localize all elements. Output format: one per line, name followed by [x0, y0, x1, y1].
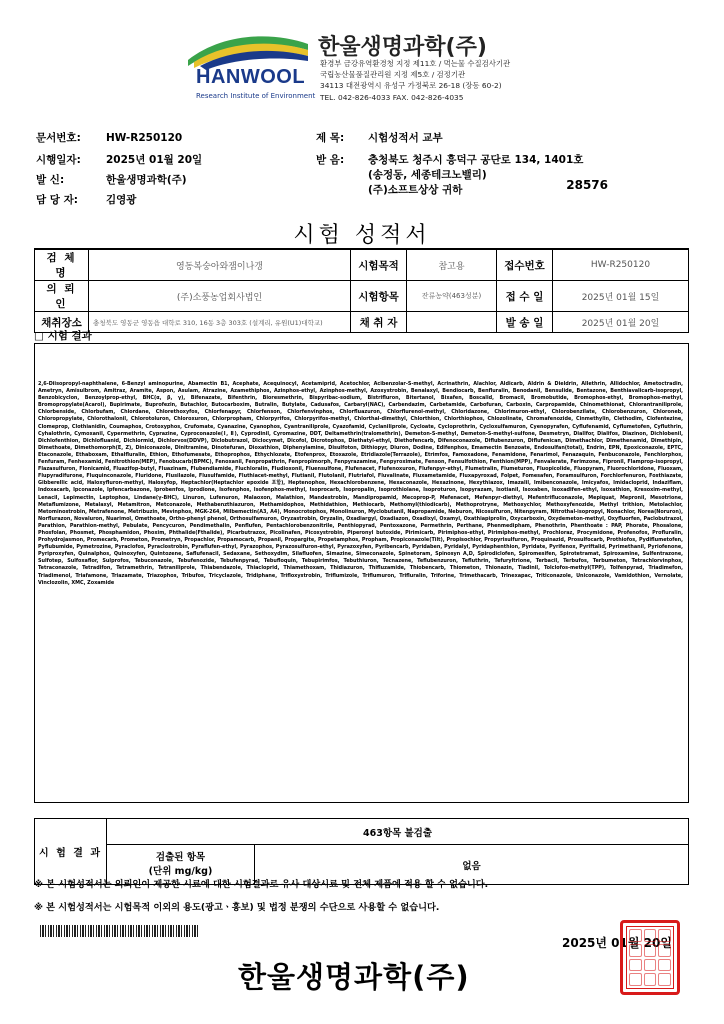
document-serial-number: 28576: [566, 178, 608, 192]
results-table: [34, 818, 689, 885]
signature-name: 한울생명과학(주): [238, 960, 470, 994]
sampler-label: 채 취 자: [351, 312, 407, 333]
receiver-line: (주)소프트상상 귀하: [368, 184, 463, 196]
receipt-number-label: 접수번호: [497, 249, 553, 281]
sample-name-label: 검 체 명: [35, 249, 89, 281]
client-value: (주)소풍농업회사법인: [89, 281, 351, 312]
table-row: [35, 281, 689, 312]
logo-subtitle: Research Institute of Environment: [196, 92, 316, 100]
detected-items-unit: (단위 mg/kg): [148, 865, 213, 877]
table-row: [35, 312, 689, 333]
subject-value: 시험성적서 교부: [368, 132, 443, 144]
sender-label: 발 신:: [36, 174, 65, 186]
manager-label: 담 당 자:: [36, 194, 78, 206]
org-info-line: 국립농산물품질관리원 지정 제5호 / 검정기관: [320, 70, 466, 80]
send-date-label: 발 송 일: [497, 312, 553, 333]
test-purpose-value: 참고용: [407, 249, 497, 281]
receipt-number-value: HW-R250120: [553, 249, 689, 281]
date-label: 시행일자:: [36, 154, 81, 166]
official-seal-icon: [620, 920, 680, 995]
meta-sender: [36, 172, 187, 187]
page-title: 시험 성적서: [293, 223, 431, 248]
meta-doc-number: [36, 130, 182, 145]
sample-name-value: 영동복숭아와잼이나갱: [89, 249, 351, 281]
table-row: [35, 249, 689, 281]
results-summary: 463항목 불검출: [107, 819, 689, 845]
receiver-label: 받 음:: [316, 154, 345, 166]
sample-info-table: [34, 248, 689, 333]
org-info-line: 34113 대전광역시 유성구 가정북로 26-18 (장동 60-2): [320, 81, 502, 91]
disclaimer-note: ※ 본 시험성적서는 의뢰인이 제공한 시료에 대한 시험결과로 유사 대상시료 및 전체 제품에 적용 할 수 없습니다.: [34, 879, 489, 890]
manager-value: 김영광: [106, 194, 137, 206]
send-date-value: 2025년 01월 20일: [553, 312, 689, 333]
barcode: [40, 925, 200, 937]
detected-items-value: 없음: [255, 845, 689, 885]
section-title-results: □ 시험 결과: [34, 330, 92, 342]
doc-number-label: 문서번호:: [36, 132, 81, 144]
detected-items-label-line: 검출된 항목: [155, 851, 206, 863]
disclaimer-note: ※ 본 시험성적서는 시험목적 이외의 용도(광고ㆍ홍보) 및 법정 분쟁의 수단으로 사용할 수 없습니다.: [34, 902, 440, 913]
doc-number-value: HW-R250120: [106, 132, 183, 144]
logo-wordmark: HANWOOL: [196, 66, 306, 88]
test-purpose-label: 시험목적: [351, 249, 407, 281]
receipt-date-label: 접 수 일: [497, 281, 553, 312]
sampling-place-value: 충청북도 영동군 영동읍 대학로 310, 16동 3층 303호 (설계리, 유원(U1)대학교): [89, 312, 351, 333]
test-item-value: 잔류농약(463성분): [407, 281, 497, 312]
sender-value: 한울생명과학(주): [106, 174, 187, 186]
table-row: [35, 819, 689, 845]
client-label: 의 뢰 인: [35, 281, 89, 312]
meta-manager: [36, 192, 136, 207]
organization-info: [320, 58, 510, 103]
org-info-line: 환경부 금강유역환경청 지정 제11호 / 먹는물 수질검사기관: [320, 59, 511, 68]
test-item-label: 시험항목: [351, 281, 407, 312]
compound-list-text: 2,6-Diisopropyl-naphthalene, 6-Benzyl aminopurine, Abamectin B1, Acephate, Acequinocyl, Acetamiprid, Acetochlor, Acibenzolar-S-methyl, Acrinathrin, Alachlor, Aldicarb, Aldrin & Dieldrin, Allethrin, Allidochlor, Ametoctradin, Ametryn, Amisulbrom, Amitraz, Aramite, Aspon, Asulam, Atrazine, Azamethiphos, Azinphos-ethyl, Azinphos-methyl, Azoxystrobin, Benalaxyl, Bendiocarb, Benfluralin, Benodanil, Bensulide, Bentazone, Benthiavalicarb-isopropyl, Benzobicyclon, Benzoylprop-ethyl, BHC(α, β, γ), Bifenazate, Bifenthrin, Bioresmethrin, Bispyribac-sodium, Bistrifluron, Bitertanol, Bixafen, Boscalid, Bromacil, Bromobutide, Bromophos-ethyl, Bromophos-methyl, Bromopropylate(Acarol), Bupirimate, Buprofezin, Butachlor, Butocarboxim, Butralin, Butylate, Cadusafos, Carbaryl(NAC), Carbendazim, Carbetamide, Carbofuran, Carboxin, Carpropamide, Chinomethionat, Chlorantraniliprole, Chlorbenside, Chlorbufam, Chlordane, Chlorethoxyfos, Chlorfenapyr, Chlorfenson, Chlorfenvinphos, Chlorfluazuron, Chlorflurenol-methyl, Chloridazone, Chlorimuron-ethyl, Chlorobenzilate, Chlorobenzuron, Chloroneb, Chloropropylate, Chlorothalonil, Chlorotoluron, Chloroxuron, Chlorpropham, Chlorpyrifos, Chlorpyrifos-methyl, Chlorthal-dimethyl, Chlorthion, Chlorthiophos, Chlozolinate, Chromafenozide, Cinmethylin, Clethodim, Clofentezine, Clomeprop, Clothianidin, Coumaphos, Crotoxyphos, Crufomate, Cyanazine, Cyanophos, Cyantraniliprole, Cyazofamid, Cyclaniliprole, Cycloate, Cycloprothrin, Cycloxulfamuron, Cyenopyrafen, Cyflufenamid, Cyflumetofen, Cyfluthrin, Cyhalothrin, Cymoxanil, Cypermethrin, Cyprazine, Cyproconazole(Ⅰ, Ⅱ), Cyprodinil, Cyromazine, DDT, Deltamethrin(tralomethrin), Demeton-S-methyl, Demeton-S-methyl-sulfone, Desmetryn, Diallfor, Dialifos, Diazinon, Dichlobenil, Dichlofenthion, Dichlofluanid, Dichlormid, Dichlorvos(DDVP), Diclobutrazol, Diclocymet, Dicofol, Dicrotophos, Diethatyl-ethyl, Diethofencarb, Difenoconazole, Diflubenzuron, Diflufenican, Dimethachlor, Dimethenamid, Dimethipin, Dimethoate, Dimethomorph(E, Z), Diniconazole, Dinitramine, Dinotefuran, Dioxathion, Diphenylamine, Disulfoton, Dithiopyr, Diuron, Dodine, Edifenphos, Emamectin Benzoate, Endosulfan(total), Endrin, EPN, Epoxiconazole, EPTC, Etaconazole, Ethaboxam, Ethalfluralin, Ethion, Ethofumesate, Ethoprophos, Ethychlozate, Etofenprox, Etoxazole, Etridiazole(Terrazole), Etrimfos, Famoxadone, Fenamidone, Fenarimol, Fenazaquin, Fenbuconazole, Fenchlorphos, Fenfuram, Fenhexamid, Fenitrothion(MEP), Fenobucarb(BPMC), Fenoxanil, Fenpropathrin, Fenpropimorph, Fenpyrazamine, Fenpyroximate, Fenson, Fensulfothion, Fenthion(MPP), Fenvalerate, Ferimzone, Fipronil, Flamprop-isopropyl, Flazasulfuron, Flonicamid, Fluazifop-butyl, Fluazinam, Flubendiamide, Fluchloralin, Fludioxonil, Fluensulfone, Flufenacet, Flufenoxuron, Flufenpyr-ethyl, Flumetralin, Flumeturon, Fluopicolide, Fluopyram, Fluorochloridone, Fluoxam, Flupyradifurone, Fluquinconazole, Fluridone, Flusilazole, Flusulfamide, Fluthiacet-methyl, Flutianil, Flutolanil, Flutriafol, Fluvalinate, Fluxametamide, Fluxapyroxad, Folpet, Fomesafen, Foramsulfuron, Forchlorfenuron, Fosthiazate, Gibberellic acid, Haloxyfluron-methyl, Haloxyfop, Heptachlor(Heptachlor epoxide 포함), Heptenophos, Hexachlorobenzene, Hexaconazole, Hexazinone, Hexythiazox, Imazalil, Imibenconazole, Imicyafos, Imidacloprid, Indaziflam, Indoxacarb, Ipconazole, Ipfencarbazone, Iprobenfos, Iprodione, Isofenphos, Isofenphos-methyl, Isoprocarb, Isopropalin, Isoprothiolane, Isoproturon, Isopyrazam, Isotianil, Isoxaben, Isoxadifen-ethyl, Isoxathion, Kresoxim-methyl, Lenacil, Lepimectin, Leptophos, Lindane(γ-BHC), Linuron, Lufenuron, Malaoxon, Malathion, Mandestrobin, Mandipropamid, Mecoprop-P, Mefenacet, Mefenpyr-diethyl, Mefentrifluconazole, Mepiquat, Mepronil, Mesotrione, Metaflumizone, Metalaxyl, Metamitron, Metconazole, Methabenzthiazuron, Methamidophos, Methidathion, Methiocarb, Methomyl(thiodicarb), Methoprotryne, Methoxychlor, Methoxyfenozide, Methyl trithion, Metolachlor, Metominostrobin, Metrafenone, Metribuzin, Mevinphos, MGK-264, Milbemectin(A3, A4), Monocrotophos, Monolinuron, Myclobutanil, Napropamide, Neburon, Nicosulfuron, Nitenpyram, Nitrothal-isopropyl, Nonachlor, Norea(Noruron), Norflurazon, Novaluron, Nuarimol, Omethoate, Ortho-phenyl phenol, Orthosulfamuron, Oryzastrobin, Oryzalin, Oxadiargyl, Oxadiazon, Oxadixyl, Oxamyl, Oxathiapiprolin, Oxycarboxin, Oxydemeton-methyl, Oxyfluorfen, Paclobutrazol, Parathion, Parathion-methyl, Pebulate, Pencycuron, Pendimethalin, Penflufen, Pentachlorobenzonitrile, Penthiopyrad, Pentoxazone, Permethrin, Perthane, Phenmedipham, Phenothrin, Phenthoate : PAP, Phorate, Phosalone, Phosfolan, Phosmet, Phosphamidon, Phoxim, Phthalide(Fthalide), Picarbutrazox, Picolinafen, Picoxystrobin, Piperonyl butoxide, Pirimicarb, Pirimiphos-ethyl, Pirimiphos-methyl, Prochloraz, Procymidone, Profenofos, Profluralin, Prohydrojasmon, Promecarb, Prometon, Prometryn, Propachlor, Propamocarb, Propanil, Propargite, Propetamphos, Propham, Propiconazole(Tilt), Propisochlor, Propyrisulfuron, Proquinazid, Prosulfocarb, Prothiofos, Pydiflumetofen, Pyflubumide, Pymetrozine, Pyraclofos, Pyraclostrobin, Pyraflufen-ethyl, Pyrazophos, Pyrazosulfuron-ethyl, Pyrazoxyfen, Pyribencarb, Pyridaben, Pyridalyl, Pyridaphenthion, Pyridate, Pyrifenox, Pyriftalid, Pyrimethanil, Pyriofenone, Pyriproxyfen, Quinalphos, Quinoxyfen, Quintozene, Saflufenacil, Sedaxane, Sethoxydim, Silafluofen, Simazine, Simeconazole, Spinetoram, Spinosyn A,D, Spirodiclofen, Spiromesifen, Spirotetramat, Spiroxamine, Sulfentrazone, Sulfotep, Sulfoxaflor, Sulprofos, Tebuconazole, Tebufenozide, Tebufenpyrad, Tebufloquin, Tebupirimfos, Tebuthiuron, Tecnazene, Teflubenzuron, Tefluthrin, Tefuryltrione, Terbacil, Terbufos, Terbumeton, Tetrachlorvinphos, Tetraconazole, Tetradifon, Tetramethrin, Tetraniliprole, Thiabendazole, Thiacloprid, Thiamethoxam, Thidiazuron, Thifluzamide, Thiobencarb, Thiometon, Thionazin, Tiadinil, Tolclofos-methyl(TPP), Tolfenpyrad, Triadimefon, Triadimenol, Triafamone, Triazamate, Triazophos, Tribufos, Tricyclazole, Tridiphane, Trifloxystrobin, Triflumizole, Triflumuron, Trifluralin, Triforine, Trimethacarb, Trinexapac, Triticonazole, Uniconazole, Vamidothion, Vernolate, Vinclozolin, XMC, Zoxamide: [38, 381, 683, 586]
receipt-date-value: 2025년 01월 15일: [553, 281, 689, 312]
issue-date: 2025년 01월 20일: [562, 936, 672, 950]
sampling-place-label: 채취장소: [35, 312, 89, 333]
hanwool-logo-icon: [184, 30, 312, 70]
meta-date: [36, 152, 202, 167]
meta-subject: [316, 130, 443, 145]
organization-title: 한울생명과학(주): [318, 35, 487, 60]
receiver-line: (송정동, 세종테크노밸리): [368, 169, 487, 181]
meta-receiver: [316, 152, 583, 167]
org-info-line: TEL. 042-826-4033 FAX. 042-826-4035: [320, 92, 464, 102]
sampler-value: [407, 312, 497, 333]
date-value: 2025년 01월 20일: [106, 154, 203, 166]
results-row-label: 시 험 결 과: [35, 819, 107, 885]
subject-label: 제 목:: [316, 132, 345, 144]
receiver-line: 충청북도 청주시 흥덕구 공단로 134, 1401호: [368, 154, 584, 166]
